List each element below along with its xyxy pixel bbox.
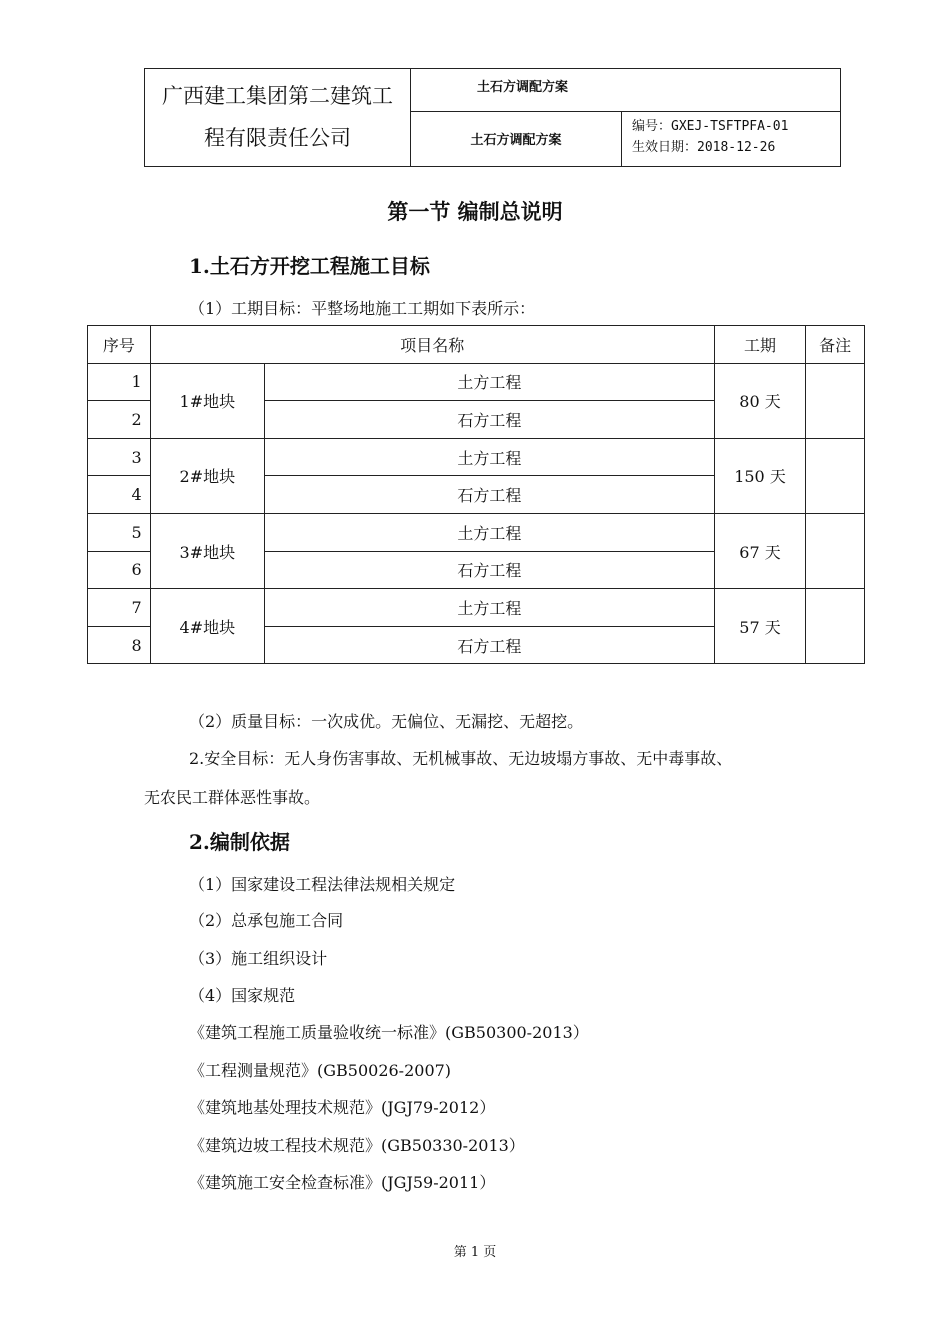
safety-goal-line2: 无农民工群体恶性事故。 xyxy=(144,788,321,807)
duration-cell: 80 天 xyxy=(714,363,806,438)
standard-item: 《工程测量规范》(GB50026-2007) xyxy=(189,1061,452,1080)
item-cell: 石方工程 xyxy=(264,626,714,664)
page-number: 第 1 页 xyxy=(453,1245,497,1260)
basis-item: （2）总承包施工合同 xyxy=(189,911,344,930)
company-name-line1: 广西建工集团第二建筑工 xyxy=(162,84,393,108)
plot-cell: 3#地块 xyxy=(150,513,264,588)
table-row xyxy=(88,513,865,551)
standard-item: 《建筑工程施工质量验收统一标准》(GB50300-2013） xyxy=(189,1023,589,1042)
heading-construction-goals: 1.土石方开挖工程施工目标 xyxy=(189,254,430,278)
table-row xyxy=(88,438,865,476)
company-name xyxy=(145,69,411,166)
section-title: 第一节 编制总说明 xyxy=(387,199,563,224)
standard-item: 《建筑施工安全检查标准》(JGJ59-2011） xyxy=(189,1173,496,1192)
item-cell: 土方工程 xyxy=(264,438,714,476)
header-project-name: 项目名称 xyxy=(150,326,714,364)
quality-goal: （2）质量目标：一次成优。无偏位、无漏挖、无超挖。 xyxy=(189,712,584,731)
item-cell: 石方工程 xyxy=(264,476,714,514)
duration-cell: 57 天 xyxy=(714,589,806,664)
standard-item: 《建筑地基处理技术规范》(JGJ79-2012） xyxy=(189,1098,496,1117)
basis-item: （1）国家建设工程法律法规相关规定 xyxy=(189,875,456,894)
header-no: 序号 xyxy=(88,326,151,364)
row-no: 4 xyxy=(88,476,151,514)
row-no: 3 xyxy=(88,438,151,476)
row-no: 6 xyxy=(88,551,151,589)
basis-item: （4）国家规范 xyxy=(189,986,296,1005)
row-no: 5 xyxy=(88,513,151,551)
table-header-row xyxy=(88,326,865,364)
standard-item: 《建筑边坡工程技术规范》(GB50330-2013） xyxy=(189,1136,525,1155)
item-cell: 土方工程 xyxy=(264,513,714,551)
document-header xyxy=(144,68,841,167)
row-no: 1 xyxy=(88,363,151,401)
note-cell xyxy=(806,589,865,664)
effective-date: 生效日期：2018-12-26 xyxy=(632,140,776,155)
row-no: 7 xyxy=(88,589,151,627)
plot-cell: 4#地块 xyxy=(150,589,264,664)
table-row xyxy=(88,589,865,627)
note-cell xyxy=(806,438,865,513)
doc-number: 编号：GXEJ-TSFTPFA-01 xyxy=(632,119,789,134)
duration-cell: 150 天 xyxy=(714,438,806,513)
row-no: 2 xyxy=(88,401,151,439)
item-cell: 石方工程 xyxy=(264,401,714,439)
header-title-bottom: 土石方调配方案 xyxy=(411,112,622,166)
basis-item: （3）施工组织设计 xyxy=(189,949,328,968)
item-cell: 土方工程 xyxy=(264,363,714,401)
safety-goal-line1: 2.安全目标：无人身伤害事故、无机械事故、无边坡塌方事故、无中毒事故、 xyxy=(189,749,733,768)
item-cell: 石方工程 xyxy=(264,551,714,589)
row-no: 8 xyxy=(88,626,151,664)
header-meta xyxy=(622,112,840,166)
item-cell: 土方工程 xyxy=(264,589,714,627)
plot-cell: 1#地块 xyxy=(150,363,264,438)
header-note: 备注 xyxy=(806,326,865,364)
header-title-top: 土石方调配方案 xyxy=(411,69,840,112)
company-name-line2: 程有限责任公司 xyxy=(204,126,351,150)
schedule-table xyxy=(87,325,865,664)
note-cell xyxy=(806,513,865,588)
heading-compilation-basis: 2.编制依据 xyxy=(189,830,290,854)
note-cell xyxy=(806,363,865,438)
schedule-intro: （1）工期目标：平整场地施工工期如下表所示： xyxy=(189,299,536,318)
duration-cell: 67 天 xyxy=(714,513,806,588)
table-row xyxy=(88,363,865,401)
plot-cell: 2#地块 xyxy=(150,438,264,513)
header-duration: 工期 xyxy=(714,326,806,364)
